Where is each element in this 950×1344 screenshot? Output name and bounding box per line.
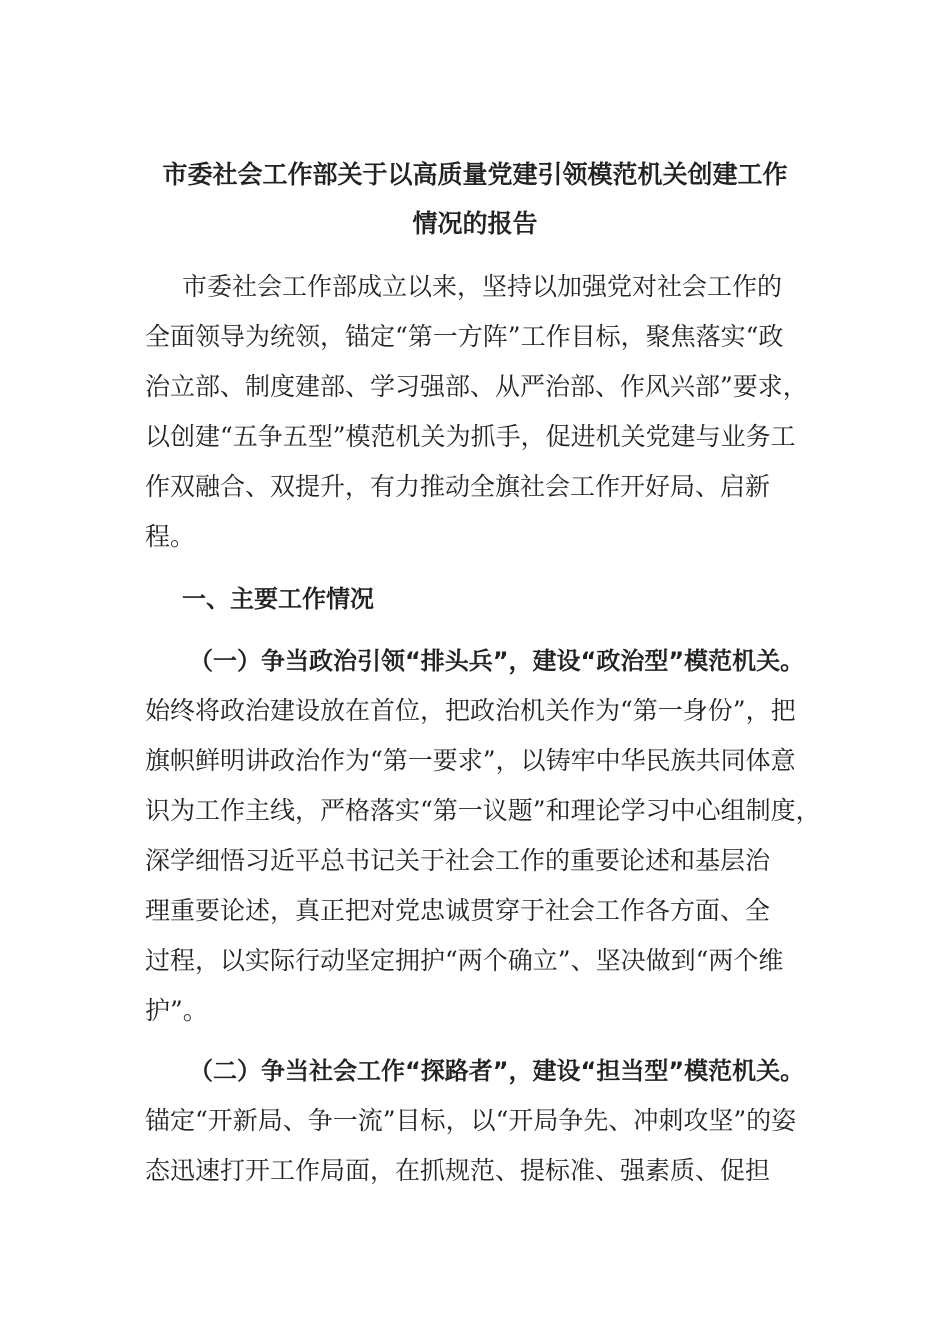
paragraph-line: 态迅速打开工作局面，在抓规范、提标准、强素质、促担 — [145, 1156, 771, 1185]
subsection-1 — [145, 636, 835, 1036]
paragraph-line: 始终将政治建设放在首位，把政治机关作为“第一身份”，把 — [145, 696, 796, 725]
paragraph-line: 市委社会工作部成立以来，坚持以加强党对社会工作的 — [182, 272, 783, 301]
section-heading: 一、主要工作情况 — [182, 585, 374, 613]
intro-paragraph — [145, 262, 835, 562]
paragraph-line: 以创建“五争五型”模范机关为抓手，促进机关党建与业务工 — [145, 422, 796, 451]
paragraph-line: 过程，以实际行动坚定拥护“两个确立”、坚决做到“两个维 — [145, 946, 784, 975]
paragraph-line: 全面领导为统领，锚定“第一方阵”工作目标，聚焦落实“政 — [145, 322, 784, 351]
paragraph-line: 理重要论述，真正把对党忠诚贯穿于社会工作各方面、全 — [145, 896, 771, 925]
document-title-line-1: 市委社会工作部关于以高质量党建引领模范机关创建工作 — [162, 160, 788, 189]
paragraph-line: 锚定“开新局、争一流”目标，以“开局争先、冲刺攻坚”的姿 — [145, 1106, 797, 1135]
subsection-heading: （二）争当社会工作“探路者”，建设“担当型”模范机关。 — [189, 1057, 805, 1085]
paragraph-line: 护”。 — [145, 996, 208, 1025]
paragraph-line: 作双融合、双提升，有力推动全旗社会工作开好局、启新 — [145, 472, 771, 501]
paragraph-line: 旗帜鲜明讲政治作为“第一要求”，以铸牢中华民族共同体意 — [145, 746, 796, 775]
paragraph-line: 识为工作主线，严格落实“第一议题”和理论学习中心组制度， — [145, 796, 821, 825]
paragraph-line: 程。 — [145, 522, 196, 551]
subsection-2 — [145, 1046, 835, 1196]
subsection-heading: （一）争当政治引领“排头兵”，建设“政治型”模范机关。 — [189, 647, 805, 675]
document-title-line-2: 情况的报告 — [412, 209, 538, 238]
paragraph-line: 治立部、制度建部、学习强部、从严治部、作风兴部”要求， — [145, 372, 808, 401]
paragraph-line: 深学细悟习近平总书记关于社会工作的重要论述和基层治 — [145, 846, 771, 875]
section-1 — [145, 574, 835, 624]
